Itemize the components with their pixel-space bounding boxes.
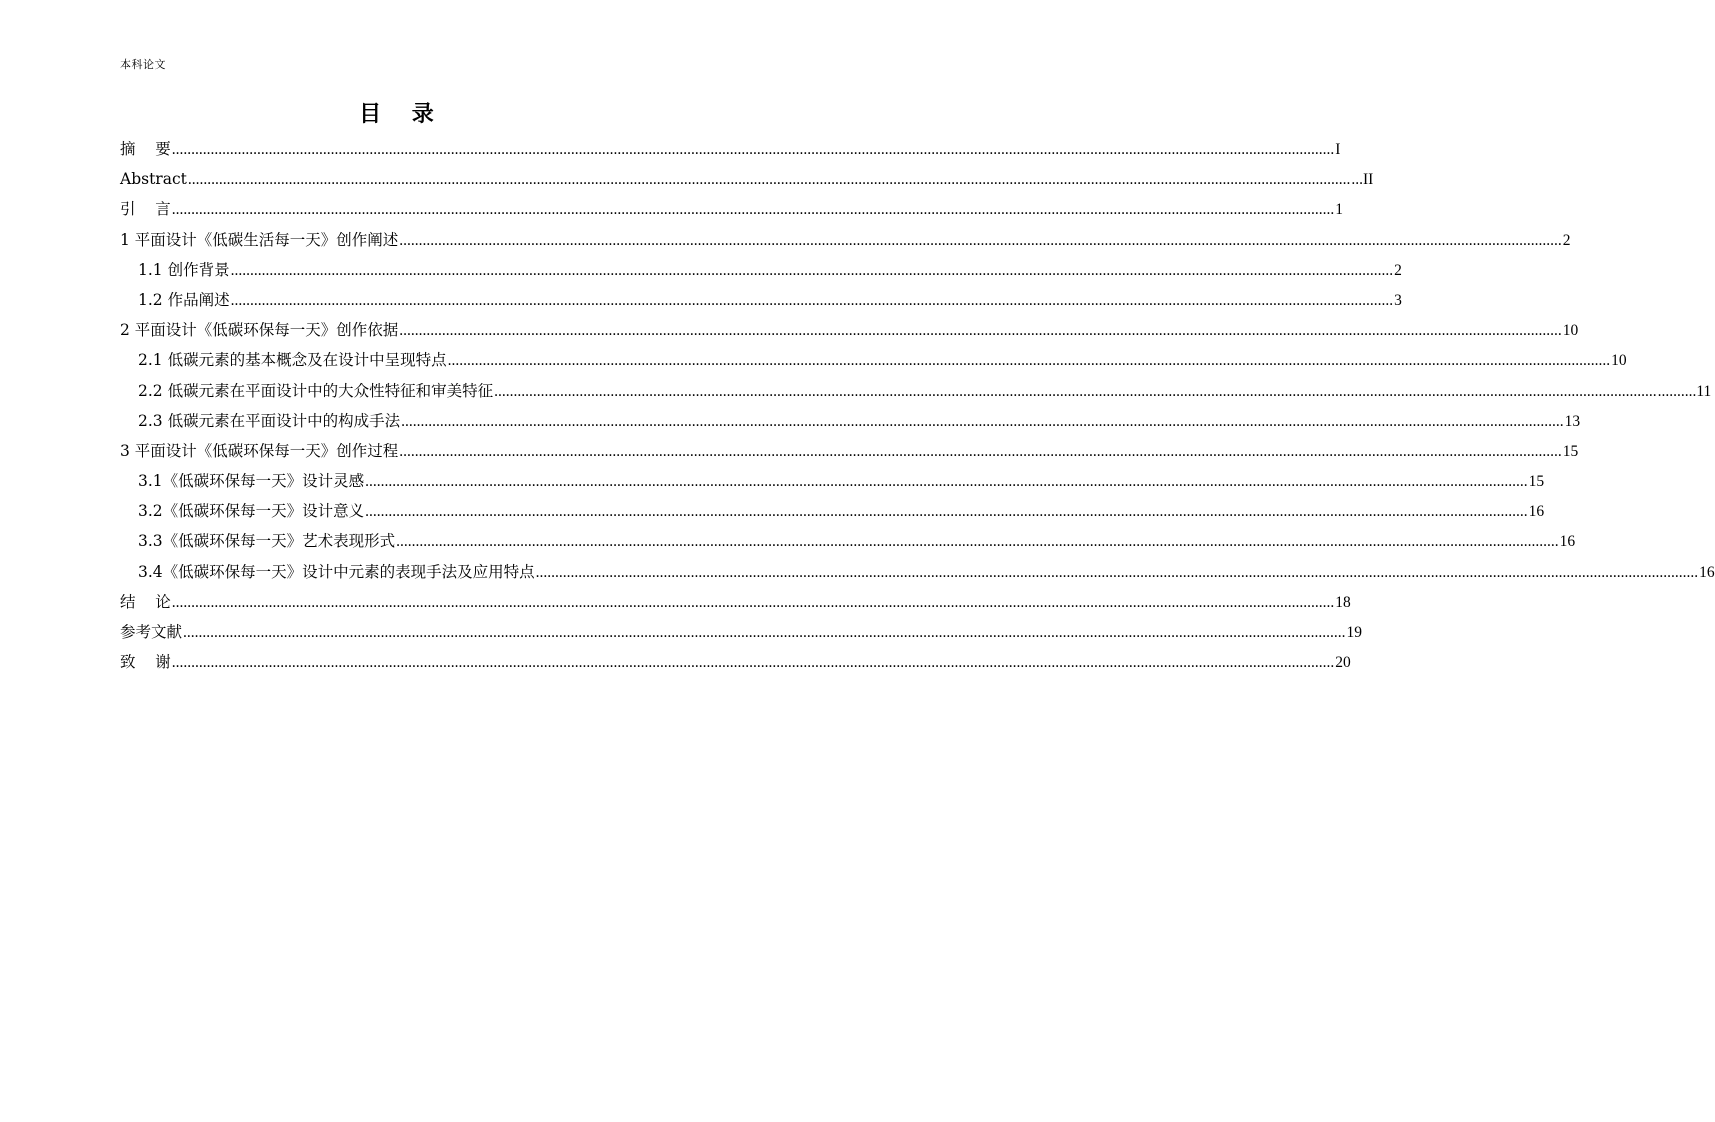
toc-entry[interactable] [120, 378, 1712, 408]
dot-leader: ............................................................................................................................................................................................................................................................................................................ [399, 442, 1562, 460]
toc-entry[interactable] [120, 559, 1715, 589]
dot-leader: ............................................................................................................................................................................................................................................................................................................ [365, 503, 1528, 521]
toc-entry[interactable] [120, 408, 1581, 438]
toc-entry-title: 摘 要 [120, 140, 171, 158]
toc-entry-title: 1.1 创作背景 [138, 260, 230, 279]
toc-entry[interactable] [120, 528, 1576, 558]
dot-leader: ............................................................................................................................................................................................................................................................................................................ [365, 473, 1528, 491]
dot-leader: ............................................................................................................................................................................................................................................................................................................ [396, 533, 1559, 551]
toc-entry-title: 结 论 [120, 592, 171, 611]
toc-entry[interactable] [120, 468, 1545, 498]
toc-entry-title: 2 平面设计《低碳环保每一天》创作依据 [120, 321, 399, 340]
toc-entry[interactable] [120, 287, 1402, 317]
toc-entry-title: 1 平面设计《低碳生活每一天》创作阐述 [120, 230, 399, 249]
running-header: 本科论文 [120, 58, 166, 71]
toc-page-number: 3 [1394, 291, 1402, 309]
toc-entry-title: 2.3 低碳元素在平面设计中的构成手法 [138, 411, 401, 430]
dot-leader: ............................................................................................................................................................................................................................................................................................................ [187, 171, 1351, 189]
toc-entry-title: 引 言 [120, 200, 171, 219]
dot-leader: ............................................................................................................................................................................................................................................................................................................ [399, 231, 1562, 249]
toc-entry[interactable] [120, 498, 1545, 528]
toc-page-number: 10 [1562, 322, 1579, 340]
dot-leader: ............................................................................................................................................................................................................................................................................................................ [447, 352, 1611, 370]
toc-page-number: 1 [1335, 201, 1343, 219]
dot-leader: ............................................................................................................................................................................................................................................................................................................ [171, 593, 1335, 611]
toc-entry-title: 2.1 低碳元素的基本概念及在设计中呈现特点 [138, 351, 447, 370]
toc-entry-title: 致 谢 [120, 653, 171, 672]
toc-page-number: 15 [1528, 473, 1545, 491]
toc-entry[interactable] [120, 347, 1627, 377]
toc-entry[interactable] [120, 196, 1343, 226]
toc-entry-title: 1.2 作品阐述 [138, 290, 230, 309]
toc-entry[interactable] [120, 257, 1402, 287]
dot-leader: ............................................................................................................................................................................................................................................................................................................ [230, 291, 1394, 309]
dot-leader: ............................................................................................................................................................................................................................................................................................................ [230, 261, 1394, 279]
toc-entry-title: 2.2 低碳元素在平面设计中的大众性特征和审美特征 [138, 381, 494, 400]
dot-leader: ............................................................................................................................................................................................................................................................................................................ [401, 412, 1564, 430]
toc-entry-title: Abstract [120, 170, 187, 189]
toc-entry-title: 3 平面设计《低碳环保每一天》创作过程 [120, 441, 399, 460]
toc-page-number: 2 [1562, 231, 1571, 249]
toc-page-number: 2 [1394, 261, 1402, 279]
toc-entry[interactable] [120, 589, 1351, 619]
toc-page-number: 13 [1564, 412, 1581, 430]
dot-leader: ............................................................................................................................................................................................................................................................................................................ [399, 322, 1562, 340]
toc-page-number: 16 [1559, 533, 1576, 551]
toc-entry-title: 3.3《低碳环保每一天》艺术表现形式 [138, 532, 396, 551]
toc-page-number: I [1335, 141, 1341, 158]
toc-entry[interactable] [120, 619, 1363, 649]
toc-title: 目 录 [359, 101, 434, 127]
toc-page-number: ...II [1351, 171, 1374, 189]
toc-entry[interactable] [120, 227, 1571, 257]
toc-entry[interactable] [120, 317, 1579, 347]
dot-leader: ............................................................................................................................................................................................................................................................................................................ [494, 382, 1657, 400]
toc-entry[interactable] [120, 136, 1341, 166]
dot-leader: ............................................................................................................................................................................................................................................................................................................ [183, 624, 1346, 641]
toc-entry-title: 参考文献 [120, 623, 183, 641]
dot-leader: ............................................................................................................................................................................................................................................................................................................ [171, 201, 1335, 219]
toc-entry-title: 3.4《低碳环保每一天》设计中元素的表现手法及应用特点 [138, 562, 535, 581]
toc-entry-title: 3.2《低碳环保每一天》设计意义 [138, 502, 365, 521]
toc-page-number: 19 [1346, 624, 1363, 641]
toc-page-number: 18 [1335, 593, 1351, 611]
toc-entry[interactable] [120, 166, 1374, 196]
dot-leader: ............................................................................................................................................................................................................................................................................................................ [171, 654, 1335, 672]
toc-entry[interactable] [120, 649, 1351, 679]
toc-page-number: 16 [1528, 503, 1545, 521]
toc-entry[interactable] [120, 438, 1579, 468]
dot-leader: ............................................................................................................................................................................................................................................................................................................ [535, 563, 1699, 581]
toc-page-number: 15 [1562, 442, 1579, 460]
toc-page-number: 10 [1611, 352, 1627, 370]
toc-page-number: 16 [1699, 563, 1715, 581]
dot-leader: ............................................................................................................................................................................................................................................................................................................ [171, 141, 1335, 158]
table-of-contents [120, 136, 1715, 679]
toc-entry-title: 3.1《低碳环保每一天》设计灵感 [138, 472, 365, 491]
toc-page-number: 20 [1335, 654, 1351, 672]
toc-page-number: ..........11 [1657, 382, 1712, 400]
